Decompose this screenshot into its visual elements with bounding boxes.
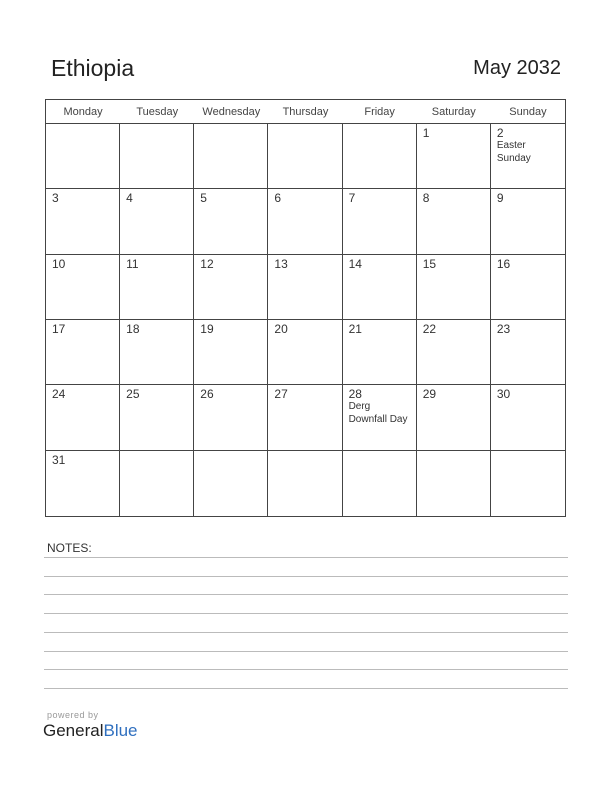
day-number: 4: [126, 191, 133, 206]
day-cell: [491, 255, 565, 320]
day-number: 15: [422, 256, 437, 271]
brand-general: General: [43, 721, 104, 740]
day-cell: [417, 451, 491, 516]
day-cell: [120, 451, 194, 516]
day-number: 24: [52, 387, 66, 402]
day-cell: [46, 320, 120, 385]
note-line: [44, 688, 568, 689]
day-cell: [343, 385, 417, 450]
day-cell: [46, 255, 120, 320]
note-line: [44, 632, 568, 633]
day-number: 28: [348, 387, 362, 402]
day-cell: [417, 255, 491, 320]
country-title: Ethiopia: [51, 55, 135, 81]
day-cell: [194, 124, 268, 189]
weekday-header: Saturday: [417, 100, 491, 124]
day-cell: [417, 124, 491, 189]
holiday-label: Derg Downfall Day: [348, 401, 408, 425]
brand-logo[interactable]: [43, 721, 138, 741]
day-cell: [268, 189, 342, 254]
day-cell: [343, 124, 417, 189]
weekday-header: Tuesday: [120, 100, 194, 124]
day-number: 26: [200, 387, 214, 402]
note-line: [44, 669, 568, 670]
day-cell: [194, 189, 268, 254]
day-cell: [46, 451, 120, 516]
weekday-header: Friday: [343, 100, 417, 124]
note-line: [44, 594, 568, 595]
weekday-header: Thursday: [268, 100, 342, 124]
day-cell: [491, 124, 565, 189]
day-number: 3: [52, 191, 59, 206]
day-cell: [194, 320, 268, 385]
day-number: 22: [422, 322, 437, 336]
day-cell: [194, 385, 268, 450]
day-cell: [417, 189, 491, 254]
day-number: 11: [126, 256, 139, 271]
day-number: 14: [348, 256, 362, 271]
day-cell: [194, 255, 268, 320]
day-cell: [491, 385, 565, 450]
day-number: 23: [496, 322, 511, 336]
day-number: 31: [52, 452, 66, 467]
weekday-header: Wednesday: [194, 100, 268, 124]
note-line: [44, 576, 568, 577]
day-cell: [268, 124, 342, 189]
day-cell: [343, 451, 417, 516]
day-number: 18: [126, 322, 140, 336]
day-cell: [268, 385, 342, 450]
day-cell: [46, 189, 120, 254]
month-year-title: May 2032: [473, 57, 561, 79]
day-cell: [417, 385, 491, 450]
day-cell: [268, 255, 342, 320]
weekday-header: Sunday: [491, 100, 565, 124]
day-number: 10: [52, 256, 66, 271]
day-number: 7: [348, 191, 356, 206]
day-number: 6: [274, 191, 282, 206]
day-cell: [343, 320, 417, 385]
weekday-header: Monday: [46, 100, 120, 124]
day-cell: [268, 451, 342, 516]
day-number: 16: [496, 256, 511, 271]
day-number: 13: [274, 256, 288, 271]
day-number: 5: [200, 191, 207, 206]
day-number: 1: [422, 126, 430, 140]
note-line: [44, 613, 568, 614]
day-number: 29: [422, 387, 437, 402]
day-number: 30: [496, 387, 511, 402]
day-cell: [343, 255, 417, 320]
holiday-label: Easter Sunday: [496, 140, 531, 164]
day-cell: [491, 320, 565, 385]
powered-by-text: powered by: [47, 710, 99, 720]
note-line: [44, 557, 568, 558]
day-cell: [417, 320, 491, 385]
day-number: 27: [274, 387, 288, 402]
day-number: 8: [422, 191, 430, 206]
day-number: 12: [200, 256, 214, 271]
day-number: 19: [200, 322, 214, 336]
day-cell: [491, 189, 565, 254]
day-cell: [343, 189, 417, 254]
calendar-grid: [45, 99, 566, 517]
day-cell: [268, 320, 342, 385]
day-cell: [120, 320, 194, 385]
day-number: 21: [348, 322, 362, 336]
day-cell: [491, 451, 565, 516]
note-line: [44, 651, 568, 652]
day-number: 9: [496, 191, 504, 206]
day-cell: [46, 385, 120, 450]
notes-label: NOTES:: [47, 541, 92, 555]
brand-blue: Blue: [103, 721, 138, 740]
day-cell: [120, 189, 194, 254]
day-cell: [120, 255, 194, 320]
day-number: 2: [496, 126, 504, 140]
day-number: 25: [126, 387, 140, 402]
day-cell: [46, 124, 120, 189]
day-cell: [194, 451, 268, 516]
day-number: 17: [52, 322, 66, 336]
day-cell: [120, 124, 194, 189]
day-cell: [120, 385, 194, 450]
day-number: 20: [274, 322, 288, 336]
